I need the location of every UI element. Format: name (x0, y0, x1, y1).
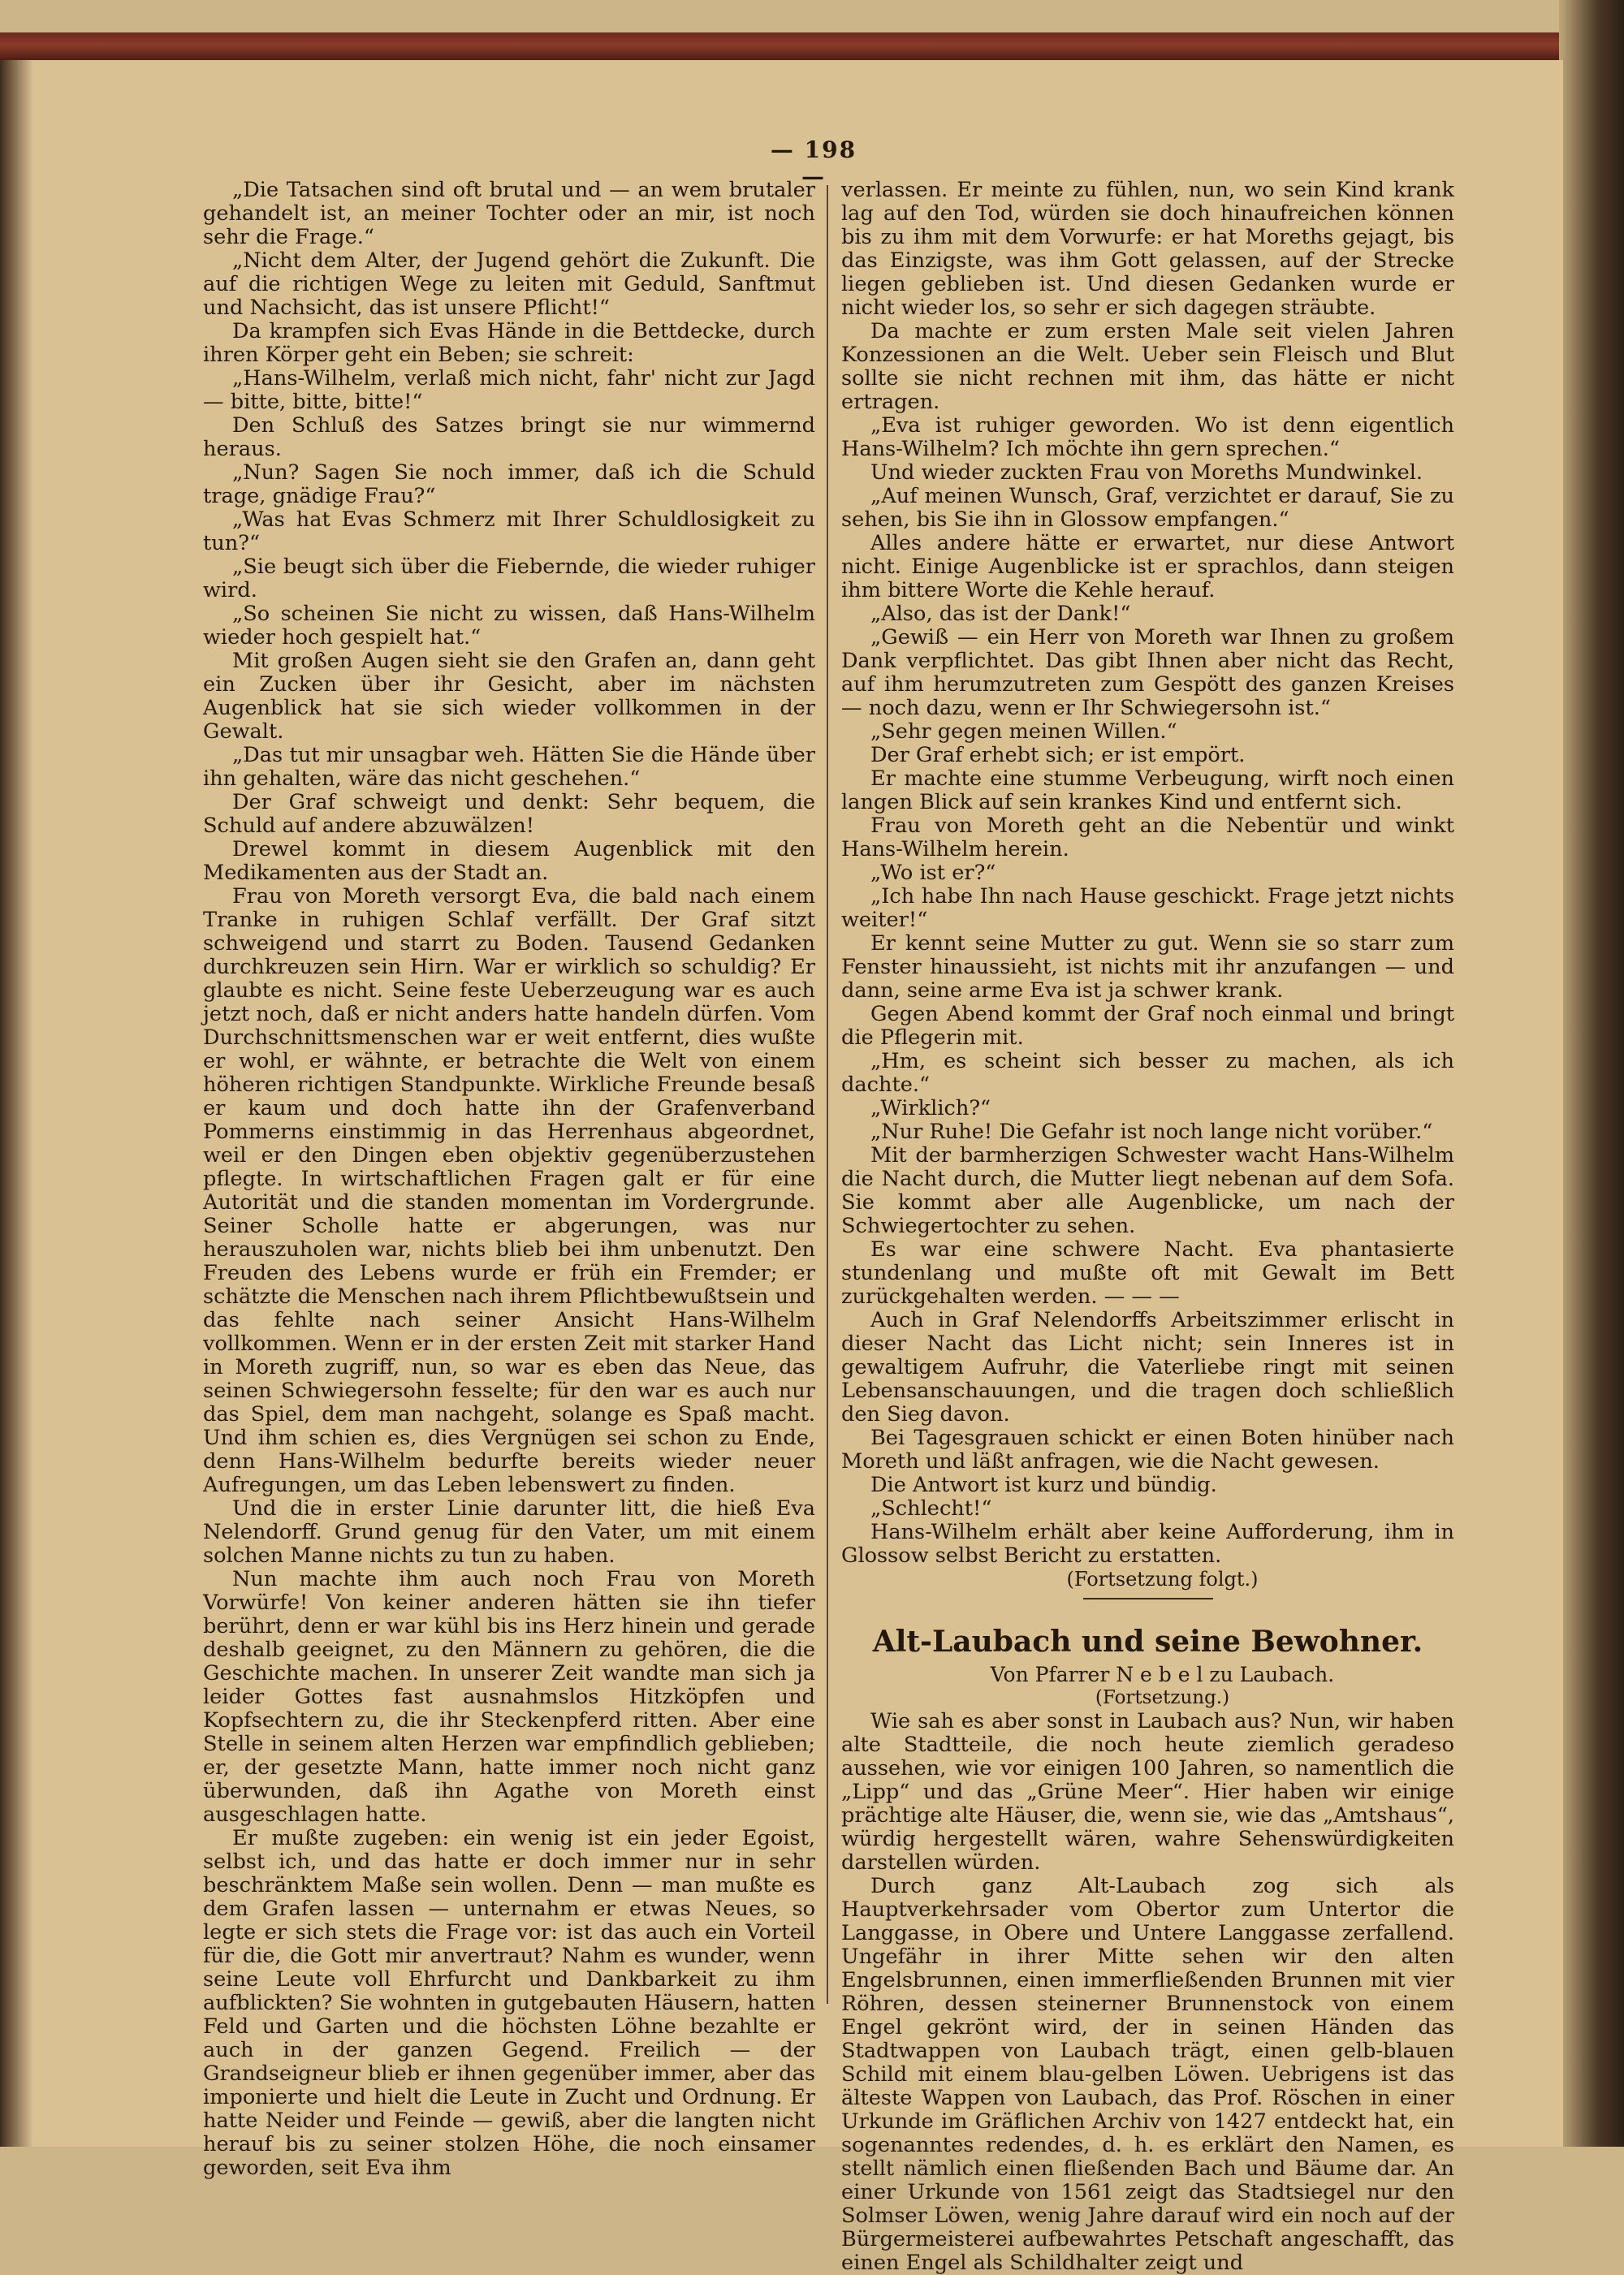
paragraph: „Nur Ruhe! Die Gefahr ist noch lange nicht vorüber.“ (870, 1120, 1433, 1144)
paragraph: Da krampfen sich Evas Hände in die Bettdecke, durch ihren Körper geht ein Beben; sie schreit: (203, 319, 815, 367)
left-column (203, 178, 815, 2180)
paragraph: Auch in Graf Nelendorffs Arbeitszimmer erlischt in dieser Nacht das Licht nicht; sein Inneres ist in gewaltigem Aufruhr, die Vaterliebe ringt mit seinen Lebensanschauungen, und die tragen doch schließlich den Sieg davon. (841, 1308, 1454, 1427)
right-column (841, 178, 1454, 2275)
book-spine-edge (0, 32, 1563, 60)
paragraph: „Sehr gegen meinen Willen.“ (870, 719, 1177, 744)
paragraph: „So scheinen Sie nicht zu wissen, daß Hans-Wilhelm wieder hoch gespielt hat.“ (203, 602, 815, 650)
page-number: — 198 — (770, 136, 857, 190)
facing-page-edge (1559, 0, 1624, 2147)
paragraph: „Wo ist er?“ (870, 861, 996, 885)
page-gutter-edge (0, 60, 32, 2147)
paragraph: „Die Tatsachen sind oft brutal und — an wem brutaler gehandelt ist, an meiner Tochter oder an mir, ist noch sehr die Frage.“ (203, 178, 815, 249)
paragraph: Frau von Moreth geht an die Nebentür und winkt Hans-Wilhelm herein. (841, 814, 1454, 861)
paragraph: Nun machte ihm auch noch Frau von Moreth Vorwürfe! Von keiner anderen hätten sie ihn tiefer berührt, denn er war kühl bis ins Herz hinein und gerade deshalb geeignet, zu den Männern zu gehören, die die Geschichte machen. In unserer Zeit wandte man sich ja leider Gottes fast ausnahmslos Hitzköpfen und Kopfsechtern zu, die ihr Steckenpferd ritten. Aber eine Stelle in seinem alten Herzen war empfindlich geblieben; er, der gesetzte Mann, hatte immer noch nicht ganz überwunden, daß ihn Agathe von Moreth einst ausgeschlagen hatte. (203, 1567, 815, 1827)
paragraph: „Nicht dem Alter, der Jugend gehört die Zukunft. Die auf die richtigen Wege zu leiten mit Geduld, Sanftmut und Nachsicht, das ist unsere Pflicht!“ (203, 248, 815, 320)
article-title: Alt-Laubach und seine Bewohner. (872, 1625, 1423, 1659)
section-separator (1083, 1598, 1213, 1599)
paragraph: Der Graf erhebt sich; er ist empört. (870, 743, 1246, 767)
paragraph: Durch ganz Alt-Laubach zog sich als Hauptverkehrsader vom Obertor zum Untertor die Langgasse, in Obere und Untere Langgasse zerfallend. Ungefähr in ihrer Mitte sehen wir den alten Engelsbrunnen, einen immerfließenden Brunnen mit vier Röhren, dessen steinerner Brunnenstock von einem Engel gekrönt wird, der in seinen Händen das Stadtwappen von Laubach trägt, einen gelb-blauen Schild mit einem blau-gelben Löwen. Uebrigens ist das älteste Wappen von Laubach, das Prof. Röschen in einer Urkunde im Gräflichen Archiv von 1427 entdeckt hat, ein sogenanntes redendes, d. h. es erklärt den Namen, es stellt nämlich einen fließenden Bach und Bäume dar. An einer Urkunde von 1561 zeigt das Stadtsiegel nur den Solmser Löwen, wenig Jahre darauf wird ein noch auf der Bürgermeisterei aufbewahrtes Petschaft angeschafft, das einen Engel als Schildhalter zeigt und (841, 1874, 1454, 2275)
paragraph: Die Antwort ist kurz und bündig. (870, 1473, 1217, 1497)
article-continuation-note: (Fortsetzung.) (1095, 1687, 1230, 1708)
paragraph: Es war eine schwere Nacht. Eva phantasierte stundenlang und mußte oft mit Gewalt im Bett zurückgehalten werden. — — — (841, 1237, 1454, 1309)
paragraph: „Das tut mir unsagbar weh. Hätten Sie die Hände über ihn gehalten, wäre das nicht geschehen.“ (203, 743, 815, 791)
paragraph: „Hm, es scheint sich besser zu machen, als ich dachte.“ (841, 1049, 1454, 1097)
paragraph: Der Graf schweigt und denkt: Sehr bequem, die Schuld auf andere abzuwälzen! (203, 790, 815, 838)
paragraph: „Nun? Sagen Sie noch immer, daß ich die Schuld trage, gnädige Frau?“ (203, 460, 815, 508)
paragraph: „Auf meinen Wunsch, Graf, verzichtet er darauf, Sie zu sehen, bis Sie ihn in Glossow empfangen.“ (841, 484, 1454, 532)
paragraph: Und die in erster Linie darunter litt, die hieß Eva Nelendorff. Grund genug für den Vater, um mit einem solchen Manne nichts zu tun zu haben. (203, 1496, 815, 1568)
paragraph: „Eva ist ruhiger geworden. Wo ist denn eigentlich Hans-Wilhelm? Ich möchte ihn gern sprechen.“ (841, 413, 1454, 461)
paragraph: „Was hat Evas Schmerz mit Ihrer Schuldlosigkeit zu tun?“ (203, 507, 815, 555)
paragraph: Wie sah es aber sonst in Laubach aus? Nun, wir haben alte Stadtteile, die noch heute ziemlich geradeso aussehen, wie vor einigen 100 Jahren, so namentlich die „Lipp“ und das „Grüne Meer“. Hier haben wir einige prächtige alte Häuser, die, wenn sie, wie das „Amtshaus“, würdig hergestellt wären, wahre Sehenswürdigkeiten darstellen würden. (841, 1709, 1454, 1875)
paragraph: Und wieder zuckten Frau von Moreths Mundwinkel. (870, 460, 1423, 485)
paragraph: Mit großen Augen sieht sie den Grafen an, dann geht ein Zucken über ihr Gesicht, aber im nächsten Augenblick hat sie sich wieder vollkommen in der Gewalt. (203, 649, 815, 744)
paragraph: verlassen. Er meinte zu fühlen, nun, wo sein Kind krank lag auf den Tod, würden sie doch hinaufreichen können bis zu ihm mit dem Vorwurfe: er hat Moreths gejagt, bis das Einzigste, was ihm Gott gelassen, auf der Strecke liegen geblieben ist. Und diesen Gedanken wurde er nicht wieder los, so sehr er sich dagegen sträubte. (841, 178, 1454, 320)
paragraph: Mit der barmherzigen Schwester wacht Hans-Wilhelm die Nacht durch, die Mutter liegt nebenan auf dem Sofa. Sie kommt aber alle Augenblicke, um nach der Schwiegertochter zu sehen. (841, 1143, 1454, 1238)
paragraph: „Schlecht!“ (870, 1496, 992, 1521)
article-byline: Von Pfarrer N e b e l zu Laubach. (990, 1663, 1335, 1686)
paragraph: „Sie beugt sich über die Fiebernde, die wieder ruhiger wird. (203, 555, 815, 602)
paragraph: Alles andere hätte er erwartet, nur diese Antwort nicht. Einige Augenblicke ist er sprachlos, dann steigen ihm bittere Worte die Kehle herauf. (841, 531, 1454, 602)
paragraph: „Ich habe Ihn nach Hause geschickt. Frage jetzt nichts weiter!“ (841, 884, 1454, 932)
paragraph: Er mußte zugeben: ein wenig ist ein jeder Egoist, selbst ich, und das hatte er doch immer nur in sehr beschränktem Maße sein wollen. Denn — man mußte es dem Grafen lassen — unternahm er etwas Neues, so legte er sich stets die Frage vor: ist das auch ein Vorteil für die, die Gott mir anvertraut? Nahm es wunder, wenn seine Leute voll Ehrfurcht und Dankbarkeit zu ihm aufblickten? Sie wohnten in gutgebauten Häusern, hatten Feld und Garten und die höchsten Löhne bezahlte er auch in der ganzen Gegend. Freilich — der Grandseigneur blieb er ihnen gegenüber immer, aber das imponierte und hielt die Leute in Zucht und Ordnung. Er hatte Neider und Feinde — gewiß, aber die langten nicht herauf bis zu seiner stolzen Höhe, die noch einsamer geworden, seit Eva ihm (203, 1826, 815, 2180)
paragraph: Bei Tagesgrauen schickt er einen Boten hinüber nach Moreth und läßt anfragen, wie die Nacht gewesen. (841, 1426, 1454, 1474)
column-divider (827, 185, 828, 2004)
paragraph: Er kennt seine Mutter zu gut. Wenn sie so starr zum Fenster hinaussieht, ist nichts mit ihr anzufangen — und dann, seine arme Eva ist ja schwer krank. (841, 931, 1454, 1003)
paragraph: Frau von Moreth versorgt Eva, die bald nach einem Tranke in ruhigen Schlaf verfällt. Der Graf sitzt schweigend und starrt zu Boden. Tausend Gedanken durchkreuzen sein Hirn. War er wirklich so schuldig? Er glaubte es nicht. Seine feste Ueberzeugung war es auch jetzt noch, daß er nicht anders hatte handeln dürfen. Vom Durchschnittsmenschen war er weit entfernt, dies wußte er wohl, er wähnte, er betrachte die Welt von einem höheren richtigen Standpunkte. Wirkliche Freunde besaß er kaum und doch hatte ihn der Grafenverband Pommerns einstimmig in das Herrenhaus abgeordnet, weil er den Dingen eben objektiv gegenüberzustehen pflegte. In wirtschaftlichen Fragen galt er für eine Autorität und die standen momentan im Vordergrunde. Seiner Scholle hatte er abgerungen, was nur herauszuholen war, nichts blieb bei ihm unbenutzt. Den Freuden des Lebens wurde er früh ein Fremder; er schätzte die Menschen nach ihrem Pflichtbewußtsein und das fehlte nach seiner Ansicht Hans-Wilhelm vollkommen. Wenn er in der ersten Zeit mit starker Hand in Moreth zugriff, nun, so war es eben das Neue, das seinen Schwiegersohn fesselte; für den war es auch nur das Spiel, dem man nachgeht, solange es Spaß macht. Und ihm schien es, dies Vergnügen sei schon zu Ende, denn Hans-Wilhelm bedurfte bereits wieder neuer Aufregungen, um das Leben lebenswert zu finden. (203, 884, 815, 1497)
paragraph: „Gewiß — ein Herr von Moreth war Ihnen zu großem Dank verpflichtet. Das gibt Ihnen aber nicht das Recht, auf ihm herumzutreten zum Gespött des ganzen Kreises — noch dazu, wenn er Ihr Schwiegersohn ist.“ (841, 625, 1454, 720)
paragraph: „Wirklich?“ (870, 1096, 991, 1120)
paragraph: Den Schluß des Satzes bringt sie nur wimmernd heraus. (203, 413, 815, 461)
paragraph: „Also, das ist der Dank!“ (870, 602, 1131, 626)
paragraph: „Hans-Wilhelm, verlaß mich nicht, fahr' nicht zur Jagd — bitte, bitte, bitte!“ (203, 366, 815, 414)
paragraph: Da machte er zum ersten Male seit vielen Jahren Konzessionen an die Welt. Ueber sein Fleisch und Blut sollte sie nicht rechnen mit ihm, das hätte er nicht ertragen. (841, 319, 1454, 414)
to-be-continued-note: (Fortsetzung folgt.) (1066, 1568, 1259, 1591)
paragraph: Er machte eine stumme Verbeugung, wirft noch einen langen Blick auf sein krankes Kind und entfernt sich. (841, 766, 1454, 814)
paragraph: Hans-Wilhelm erhält aber keine Aufforderung, ihm in Glossow selbst Bericht zu erstatten. (841, 1520, 1454, 1568)
paragraph: Gegen Abend kommt der Graf noch einmal und bringt die Pflegerin mit. (841, 1002, 1454, 1050)
paragraph: Drewel kommt in diesem Augenblick mit den Medikamenten aus der Stadt an. (203, 837, 815, 885)
